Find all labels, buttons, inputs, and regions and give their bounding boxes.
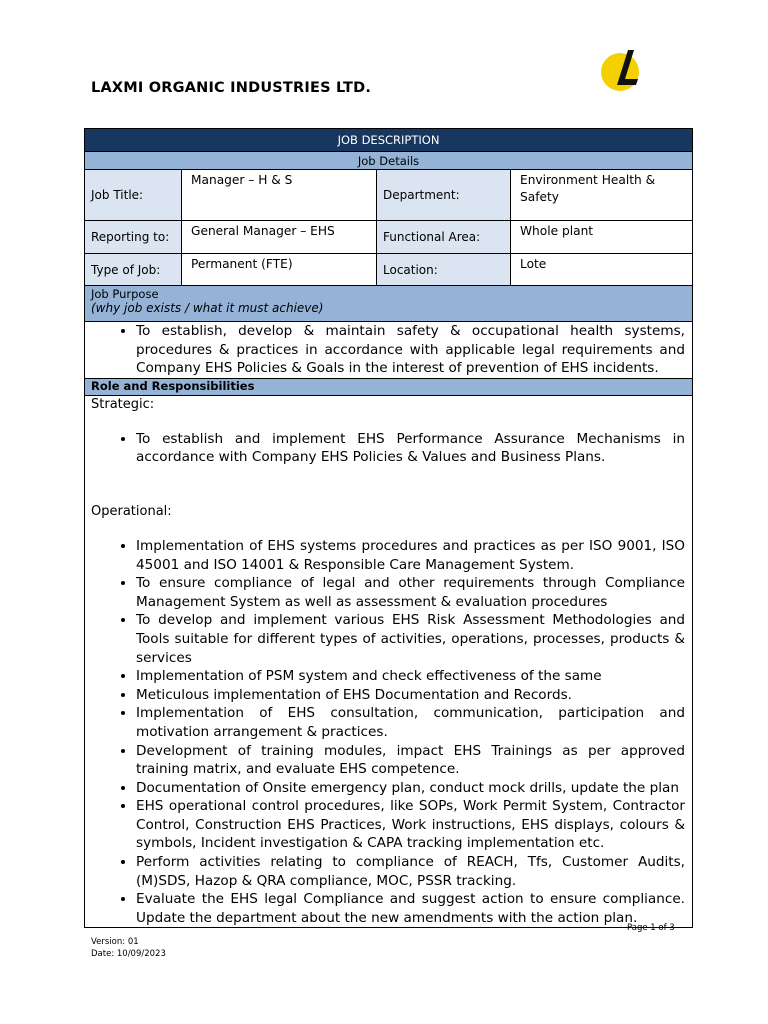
job-purpose-title: Job Purpose [91, 287, 159, 301]
location-value: Lote [511, 254, 693, 286]
job-purpose-section [85, 322, 693, 379]
operational-label: Operational: [91, 503, 172, 519]
operational-item: • To develop and implement various EHS Risk Assessment Methodologies and Tools suitable for different types of activities, operations, processes, products & services [136, 611, 685, 667]
reporting-to-value: General Manager – EHS [182, 221, 377, 254]
operational-item: • EHS operational control procedures, like SOPs, Work Permit System, Contractor Control, Construction EHS Practices, Work instructions, EHS displays, colours & symbols, Incident investigation & CAPA tracking implementation etc. [136, 797, 685, 853]
table-title: JOB DESCRIPTION [85, 129, 693, 152]
department-value: Environment Health & Safety [511, 170, 693, 221]
operational-item: • Implementation of EHS systems procedures and practices as per ISO 9001, ISO 45001 and ISO 14001 & Responsible Care Management System. [136, 537, 685, 574]
operational-item: • To ensure compliance of legal and other requirements through Compliance Management System as well as assessment & evaluation procedures [136, 574, 685, 611]
role-section [85, 395, 693, 928]
location-label: Location: [377, 254, 511, 286]
operational-list [85, 537, 692, 927]
purpose-list [85, 322, 692, 378]
purpose-item: • To establish, develop & maintain safety & occupational health systems, procedures & practices in accordance with applicable legal requirements and Company EHS Policies & Goals in the interest of prevention of EHS incidents. [136, 322, 685, 378]
type-of-job-value: Permanent (FTE) [182, 254, 377, 286]
job-title-label: Job Title: [85, 170, 182, 221]
operational-item: • Documentation of Onsite emergency plan, conduct mock drills, update the plan [136, 779, 685, 798]
functional-area-value: Whole plant [511, 221, 693, 254]
operational-item: • Perform activities relating to compliance of REACH, Tfs, Customer Audits, (M)SDS, Hazop & QRA compliance, MOC, PSSR tracking. [136, 853, 685, 890]
company-logo-icon [598, 46, 644, 92]
type-of-job-label: Type of Job: [85, 254, 182, 286]
date-text: Date: 10/09/2023 [91, 949, 166, 959]
operational-item: • Evaluate the EHS legal Compliance and suggest action to ensure compliance. Update the department about the new amendments with the action plan. [136, 890, 685, 927]
reporting-to-label: Reporting to: [85, 221, 182, 254]
company-name: LAXMI ORGANIC INDUSTRIES LTD. [91, 80, 372, 96]
role-heading-text: Role and Responsibilities [91, 378, 255, 393]
operational-item: • Development of training modules, impact EHS Trainings as per approved training matrix, and evaluate EHS competence. [136, 742, 685, 779]
job-purpose-subtitle: (why job exists / what it must achieve) [91, 301, 324, 315]
job-description-table [84, 128, 692, 928]
role-heading [85, 378, 693, 395]
department-label: Department: [377, 170, 511, 221]
operational-item: • Implementation of EHS consultation, communication, participation and motivation arrangement & practices. [136, 704, 685, 741]
version-text: Version: 01 [91, 937, 139, 947]
strategic-list [85, 430, 692, 467]
job-purpose-heading [85, 286, 693, 322]
strategic-label: Strategic: [91, 396, 155, 412]
strategic-item: • To establish and implement EHS Performance Assurance Mechanisms in accordance with Company EHS Policies & Values and Business Plans. [136, 430, 685, 467]
job-details-heading: Job Details [85, 152, 693, 170]
job-title-value: Manager – H & S [182, 170, 377, 221]
operational-item: • Meticulous implementation of EHS Documentation and Records. [136, 686, 685, 705]
operational-item: • Implementation of PSM system and check effectiveness of the same [136, 667, 685, 686]
page-number: Page 1 of 3 [627, 923, 675, 933]
functional-area-label: Functional Area: [377, 221, 511, 254]
